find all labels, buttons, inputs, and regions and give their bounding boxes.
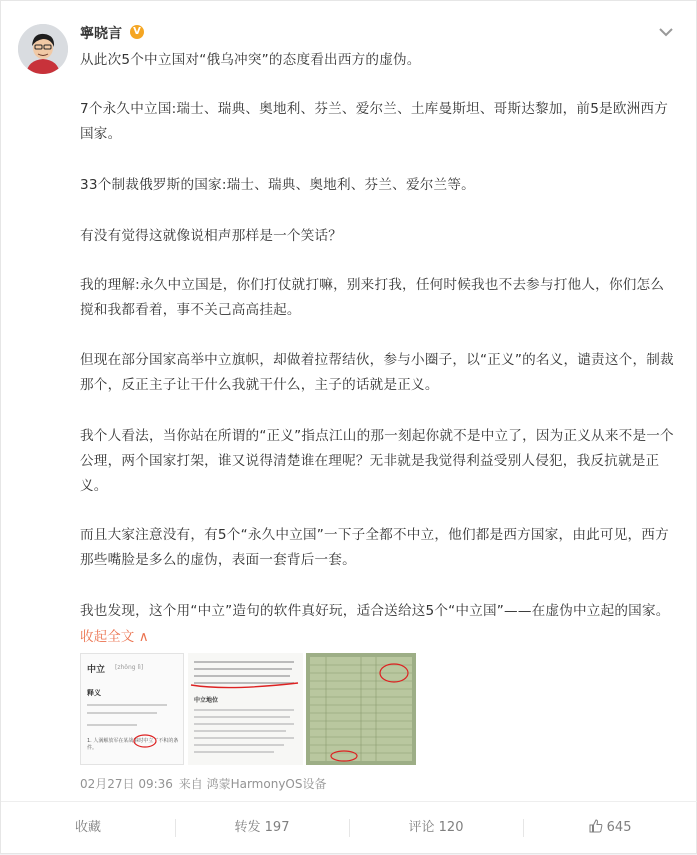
post-meta — [80, 775, 326, 792]
red-underline-annotation — [188, 675, 303, 691]
comment-label: 评论 120 — [408, 820, 464, 835]
comment-button[interactable] — [349, 801, 523, 855]
image-text-line — [194, 668, 292, 670]
collapse-label: 收起全文 — [80, 629, 135, 645]
image-text-line — [194, 751, 274, 753]
like-button[interactable] — [523, 801, 697, 855]
avatar-illustration — [18, 24, 68, 74]
image-text-line — [87, 704, 167, 706]
post-paragraph: 我个人看法，当你站在所谓的“正义”指点江山的那一刻起你就不是中立了，因为正义从来不是一个公理，两个国家打架，谁又说得清楚谁在理呢？无非就是我觉得利益受别人侵犯，我反抗就是正义。 — [80, 428, 674, 494]
image-article-subheading: 中立地位 — [194, 697, 219, 704]
image-dictionary-pinyin: [zhōng lì] — [115, 664, 144, 671]
image-text-line — [87, 712, 157, 714]
post-paragraph: 33个制裁俄罗斯的国家:瑞士、瑞典、奥地利、芬兰、爱尔兰等。 — [80, 177, 475, 193]
image-dictionary-section: 释义 — [87, 689, 101, 697]
verified-badge-icon: V — [130, 25, 144, 39]
avatar[interactable] — [18, 24, 68, 74]
post-paragraph: 但现在部分国家高举中立旗帜，却做着拉帮结伙，参与小圈子，以“正义”的名义，谴责这个，制裁那个，反正主子让干什么我就干什么，主子的话就是正义。 — [80, 352, 674, 393]
image-text-line — [87, 724, 137, 726]
post-paragraph: 而且大家注意没有，有5个“永久中立国”一下子全都不中立，他们都是西方国家，由此可见，西方那些嘴脸是多么的虚伪，表面一套背后一套。 — [80, 527, 669, 568]
post-paragraph: 7个永久中立国:瑞士、瑞典、奥地利、芬兰、爱尔兰、土库曼斯坦、哥斯达黎加，前5是欧洲西方国家。 — [80, 101, 669, 142]
image-dictionary-example: 1. 人满解放军在某战事时中立了不积的条件。 — [87, 738, 179, 751]
post-paragraph: 我也发现，这个用“中立”造句的软件真好玩，适合送给这5个“中立国”——在虚伪中立起的国家。 — [80, 603, 670, 619]
favorite-label: 收藏 — [74, 820, 101, 835]
post-paragraph: 我的理解:永久中立国是，你们打仗就打嘛，别来打我，任何时候我也不去参与打他人，你们怎么搅和我都看着，事不关己高高挂起。 — [80, 277, 665, 318]
image-text-line — [194, 709, 294, 711]
repost-button[interactable] — [175, 801, 349, 855]
image-text-line — [194, 661, 294, 663]
red-circle-annotation — [133, 734, 157, 748]
image-text-line — [194, 716, 290, 718]
post-timestamp[interactable]: 02月27日 09:36 — [80, 777, 173, 791]
post-image-countries-table[interactable] — [306, 653, 416, 765]
post-image-dictionary[interactable] — [80, 653, 184, 765]
chevron-down-icon[interactable] — [656, 25, 676, 39]
favorite-button[interactable] — [1, 801, 175, 855]
post-image-article[interactable] — [188, 653, 303, 765]
like-count: 645 — [606, 820, 632, 835]
post-paragraph: 从此次5个中立国对“俄乌冲突”的态度看出西方的虚伪。 — [80, 52, 421, 68]
collapse-full-text-link[interactable] — [80, 625, 149, 645]
post-paragraph: 有没有觉得这就像说相声那样是一个笑话？ — [80, 228, 343, 244]
repost-label: 转发 197 — [234, 820, 290, 835]
image-text-line — [194, 730, 286, 732]
image-text-line — [194, 723, 294, 725]
image-text-line — [194, 737, 294, 739]
image-table-grid — [306, 653, 416, 765]
author-name[interactable]: 寧晓言 — [80, 26, 122, 42]
thumbs-up-icon — [589, 819, 603, 833]
chevron-up-icon: ∧ — [138, 629, 149, 645]
image-text-line — [194, 744, 284, 746]
image-dictionary-heading: 中立 — [87, 665, 106, 675]
post-source: 来自 鸿蒙HarmonyOS设备 — [178, 777, 327, 791]
